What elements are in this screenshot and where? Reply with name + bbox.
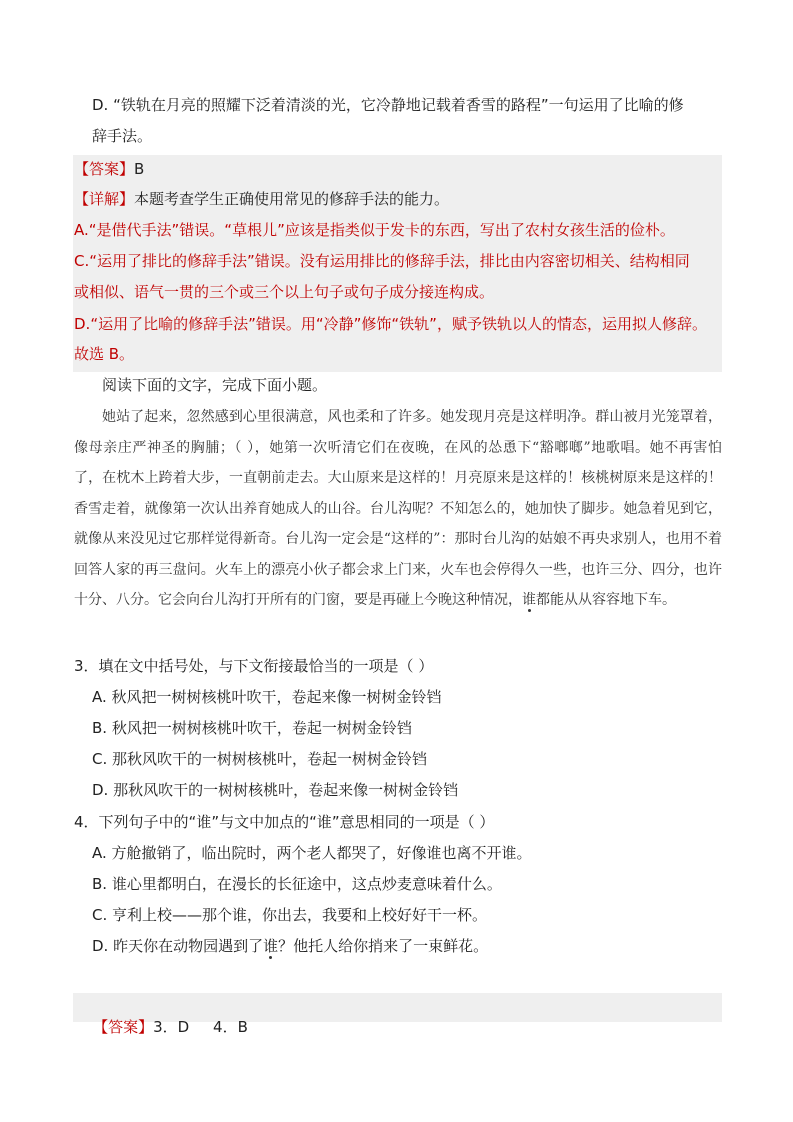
q3-option-d: D. 那秋风吹干的一树树核桃叶，卷起来像一树树金铃铛 (92, 781, 459, 799)
q4-option-b: B. 谁心里都明白，在漫长的长征途中，这点炒麦意味着什么。 (92, 875, 502, 893)
prev-option-d-line2: 辞手法。 (92, 127, 153, 145)
explanation-d: D.“运用了比喻的修辞手法”错误。用“冷静”修饰“铁轨”，赋予铁轨以人的情态，运用拟人修辞。 (74, 315, 707, 333)
q3-option-c: C. 那秋风吹干的一树树核桃叶，卷起一树树金铃铛 (92, 750, 428, 768)
q3-option-b: B. 秋风把一树树核桃叶吹干，卷起一树树金铃铛 (92, 719, 412, 737)
explanation-intro-text: 本题考查学生正确使用常见的修辞手法的能力。 (134, 190, 450, 208)
q4-option-d-text-end: ？他托人给你捎来了一束鲜花。 (278, 937, 489, 955)
reading-passage (74, 402, 722, 616)
answer-tag: 【答案】 (74, 160, 135, 178)
q3-option-a: A. 秋风把一树树核桃叶吹干，卷起来像一树树金铃铛 (92, 688, 442, 706)
passage-text: 她站了起来，忽然感到心里很满意，风也柔和了许多。她发现月亮是这样明净。群山被月光笼罩着，像母亲庄严神圣的胸脯；（ ），她第一次听清它们在夜晚，在风的怂恿下“豁啷啷”地歌唱。她不再害怕了，在枕木上跨着大步，一直朝前走去。大山原来是这样的！月亮原来是这样的！核桃树原来是这样的！香雪走着，就像第一次认出养育她成人的山谷。台儿沟呢？不知怎么的，她加快了脚步。她急着见到它，就像从来没见过它那样觉得新奇。台儿沟一定会是“这样的”：那时台儿沟的姑娘不再央求别人，也用不着回答人家的再三盘问。火车上的漂亮小伙子都会求上门来，火车也会停得久一些，也许三分、四分，也许十分、八分。它会向台儿沟打开所有的门窗，要是再碰上今晚这种情况， (74, 409, 722, 608)
explanation-conclusion: 故选 B。 (74, 345, 135, 363)
q4-stem: 4．下列句子中的“谁”与文中加点的“谁”意思相同的一项是（ ） (74, 813, 495, 831)
passage-text-end: 都能从从容容地下车。 (536, 592, 676, 608)
q4-option-d (92, 936, 488, 956)
explanation-c-line2: 或相似、语气一贯的三个或三个以上句子或句子成分接连构成。 (74, 283, 495, 301)
prev-option-d-line1: D. “铁轨在月亮的照耀下泛着清淡的光，它冷静地记载着香雪的路程”一句运用了比喻的修 (92, 96, 684, 114)
explanation-c-line1: C.“运用了排比的修辞手法”错误。没有运用排比的修辞手法，排比由内容密切相关、结构相同 (74, 252, 690, 270)
explanation-a: A.“是借代手法”错误。“草根儿”应该是指类似于发卡的东西，写出了农村女孩生活的俭朴。 (74, 221, 675, 239)
answer-2-tag: 【答案】 (93, 1018, 154, 1036)
answer-2-value: 3．D 4．B (153, 1018, 248, 1036)
explanation-intro (74, 189, 449, 209)
answer-2 (74, 997, 248, 1057)
passage-dotted-word: 谁 (522, 592, 536, 608)
explanation-tag: 【详解】 (74, 190, 135, 208)
q3-stem: 3．填在文中括号处，与下文衔接最恰当的一项是（ ） (74, 657, 434, 675)
reading-instruction: 阅读下面的文字，完成下面小题。 (102, 376, 328, 394)
q4-option-a: A. 方舱撤销了，临出院时，两个老人都哭了，好像谁也离不开谁。 (92, 844, 532, 862)
answer-1 (74, 159, 144, 179)
q4-option-d-text: D. 昨天你在动物园遇到了 (92, 937, 264, 955)
q4-option-d-dotted-word: 谁 (263, 937, 279, 955)
answer-value: B (134, 160, 145, 178)
q4-option-c: C. 亨利上校——那个谁，你出去，我要和上校好好干一杯。 (92, 906, 488, 924)
